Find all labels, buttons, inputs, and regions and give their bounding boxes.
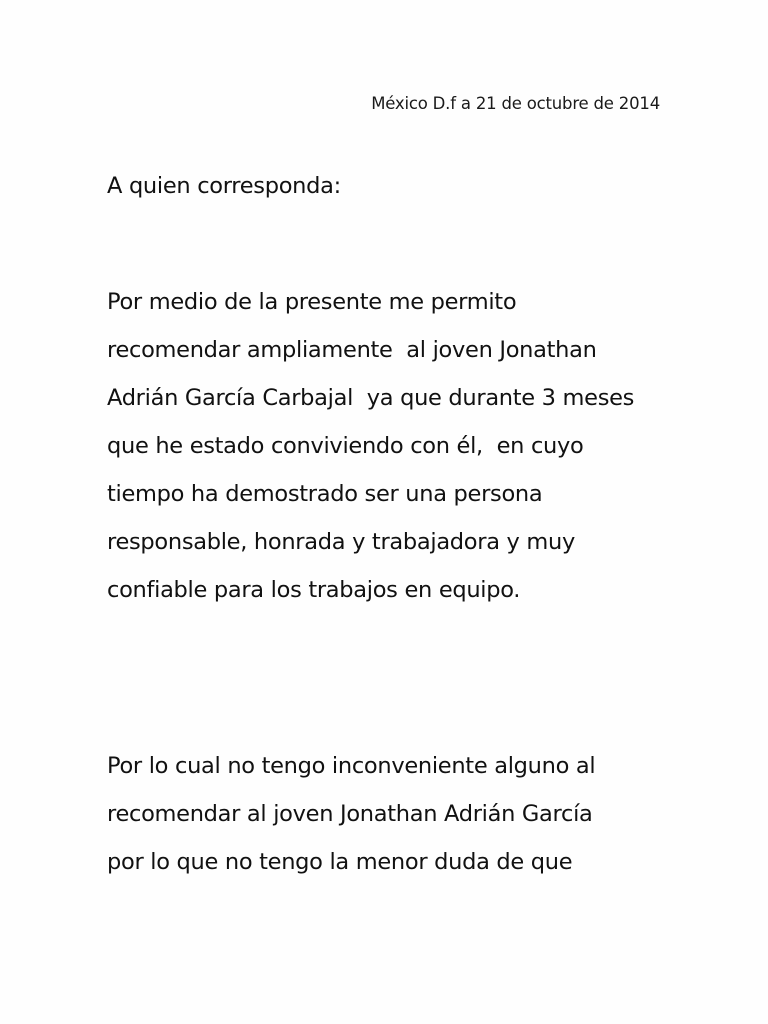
paragraph-line: que he estado conviviendo con él, en cuyo xyxy=(107,433,584,459)
paragraph-line: confiable para los trabajos en equipo. xyxy=(107,577,521,603)
paragraph-line: Por lo cual no tengo inconveniente alguno al xyxy=(107,753,596,779)
paragraph-line: recomendar ampliamente al joven Jonathan xyxy=(107,337,597,363)
paragraph-line: Por medio de la presente me permito xyxy=(107,289,517,315)
paragraph-conclusion xyxy=(107,742,595,886)
paragraph-line: tiempo ha demostrado ser una persona xyxy=(107,481,543,507)
paragraph-line: recomendar al joven Jonathan Adrián García xyxy=(107,801,593,827)
paragraph-line: responsable, honrada y trabajadora y muy xyxy=(107,529,576,555)
paragraph-line: por lo que no tengo la menor duda de que xyxy=(107,849,573,875)
paragraph-recommendation xyxy=(107,278,634,614)
greeting: A quien corresponda: xyxy=(107,173,341,199)
paragraph-line: Adrián García Carbajal ya que durante 3 meses xyxy=(107,385,635,411)
date-line: México D.f a 21 de octubre de 2014 xyxy=(371,94,660,113)
